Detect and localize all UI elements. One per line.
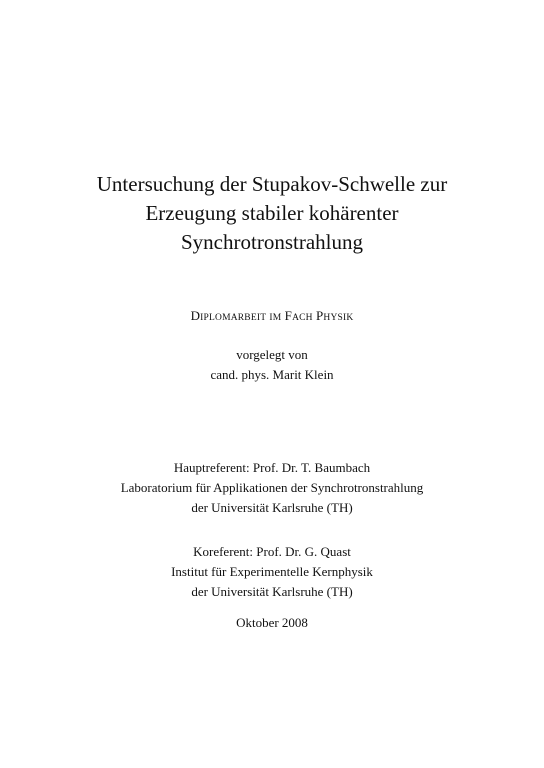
thesis-type-initial-p: P (315, 308, 324, 323)
thesis-type-initial-d: D (190, 308, 201, 323)
submission-date-block (0, 613, 544, 633)
hauptreferent-name: Hauptreferent: Prof. Dr. T. Baumbach (173, 460, 371, 475)
thesis-type-word-4-rest: HYSIK (323, 313, 354, 323)
thesis-type (0, 308, 544, 326)
hauptreferent-block (0, 458, 544, 518)
thesis-type-word-2: IM (269, 313, 282, 323)
koreferent-name: Koreferent: Prof. Dr. G. Quast (193, 544, 351, 559)
thesis-type-word-3-rest: ACH (292, 313, 313, 323)
thesis-title-line-2: Erzeugung stabiler kohärenter (145, 201, 399, 225)
submission-line-1: vorgelegt von (236, 347, 308, 362)
submission-block (0, 345, 544, 385)
thesis-title (0, 170, 544, 257)
thesis-title-line-3: Synchrotronstrahlung (181, 230, 363, 254)
thesis-type-word-1-rest: IPLOMARBEIT (200, 313, 267, 323)
thesis-type-initial-f: F (284, 308, 293, 323)
author-name: cand. phys. Marit Klein (210, 367, 334, 382)
submission-date: Oktober 2008 (236, 615, 308, 630)
koreferent-university: der Universität Karlsruhe (TH) (191, 584, 353, 599)
koreferent-block (0, 542, 544, 602)
hauptreferent-university: der Universität Karlsruhe (TH) (191, 500, 353, 515)
hauptreferent-institute: Laboratorium für Applikationen der Synchrotronstrahlung (120, 480, 424, 495)
koreferent-institute: Institut für Experimentelle Kernphysik (171, 564, 373, 579)
thesis-title-line-1: Untersuchung der Stupakov-Schwelle zur (96, 172, 448, 196)
